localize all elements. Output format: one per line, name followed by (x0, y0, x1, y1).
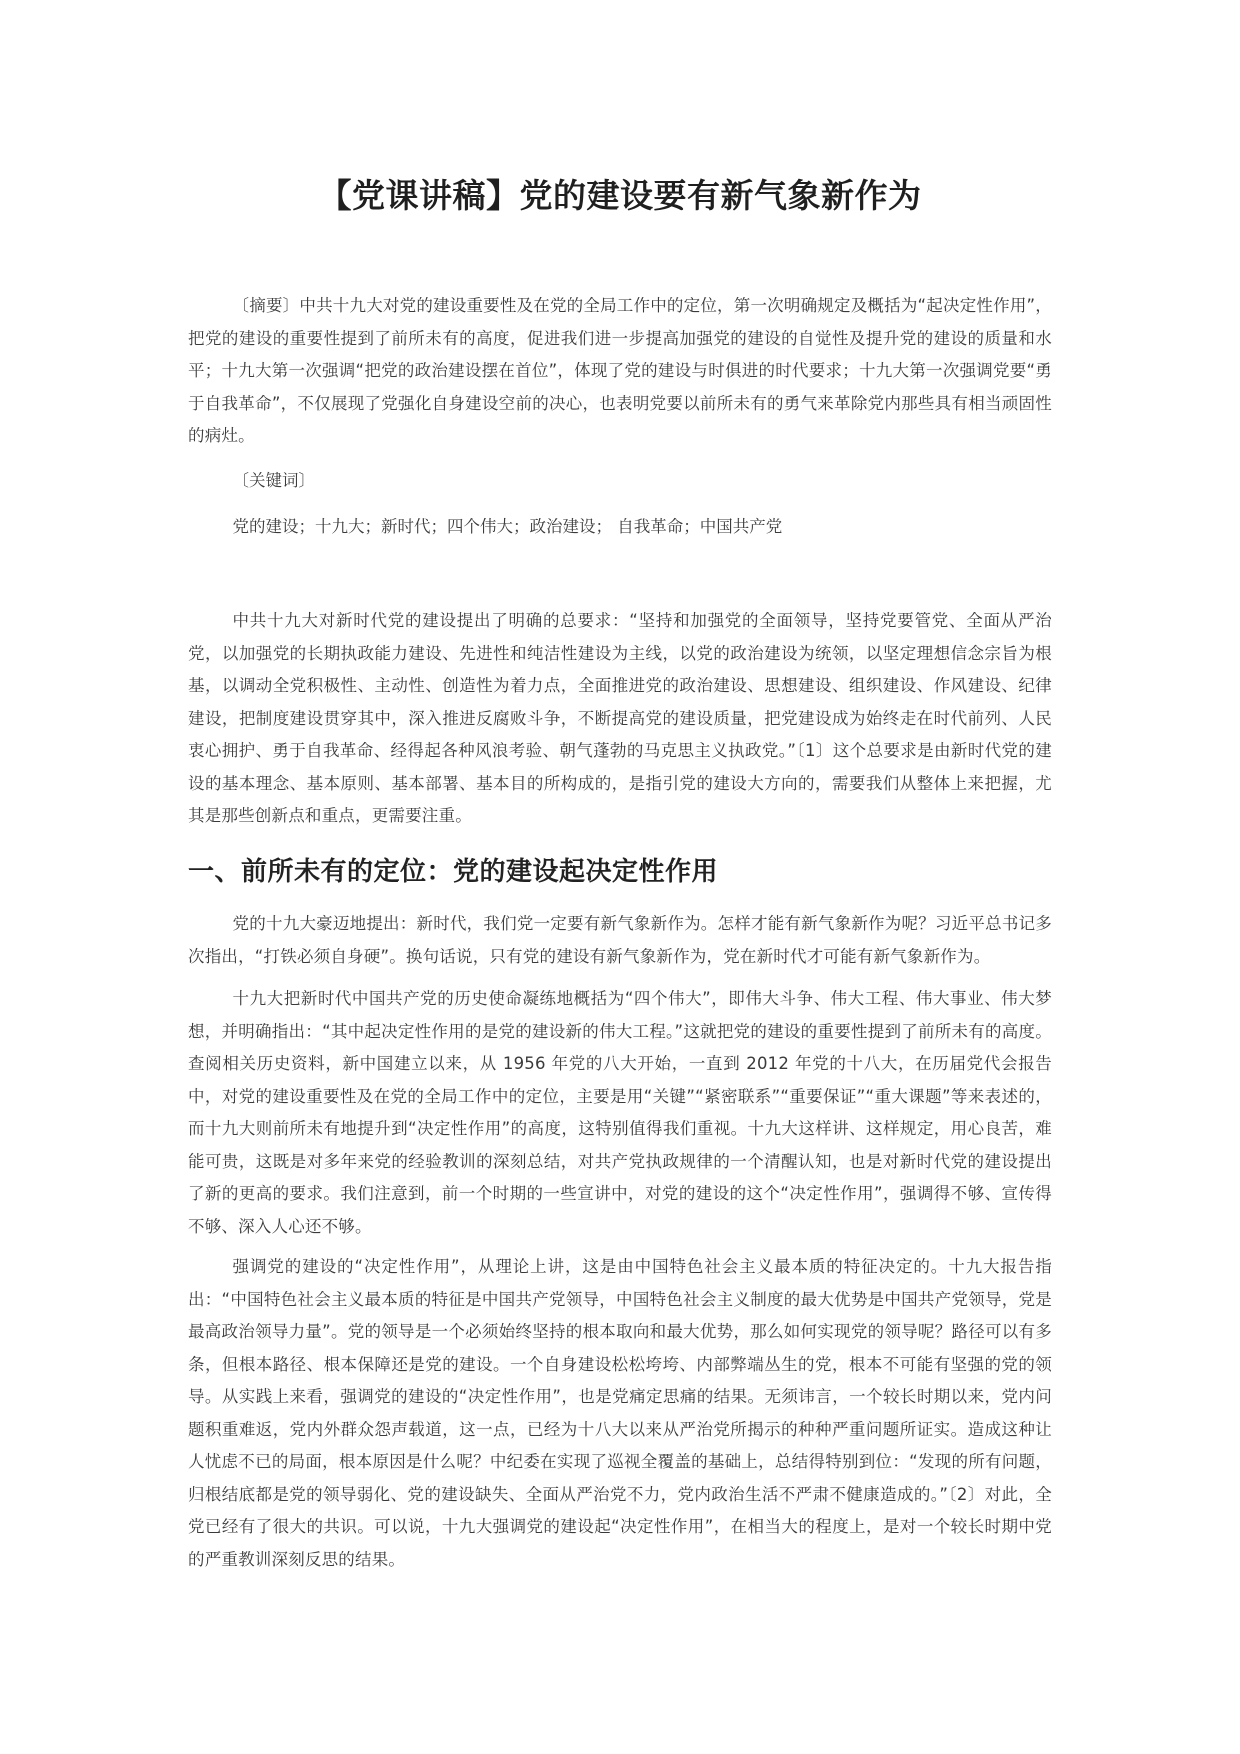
intro-paragraph: 中共十九大对新时代党的建设提出了明确的总要求：“坚持和加强党的全面领导，坚持党要管党、全面从严治党，以加强党的长期执政能力建设、先进性和纯洁性建设为主线，以党的政治建设为统领，以坚定理想信念宗旨为根基，以调动全党积极性、主动性、创造性为着力点，全面推进党的政治建设、思想建设、组织建设、作风建设、纪律建设，把制度建设贯穿其中，深入推进反腐败斗争，不断提高党的建设质量，把党建设成为始终走在时代前列、人民衷心拥护、勇于自我革命、经得起各种风浪考验、朝气蓬勃的马克思主义执政党。”〔1〕这个总要求是由新时代党的建设的基本理念、基本原则、基本部署、基本目的所构成的，是指引党的建设大方向的，需要我们从整体上来把握，尤其是那些创新点和重点，更需要注重。 (188, 611, 1052, 825)
section1-paragraph-2: 十九大把新时代中国共产党的历史使命凝练地概括为“四个伟大”，即伟大斗争、伟大工程、伟大事业、伟大梦想，并明确指出：“其中起决定性作用的是党的建设新的伟大工程。”这就把党的建设的重要性提到了前所未有的高度。查阅相关历史资料，新中国建立以来，从 1956 年党的八大开始，一直到 2012 年党的十八大，在历届党代会报告中，对党的建设重要性及在党的全局工作中的定位，主要是用“关键”“紧密联系”“重要保证”“重大课题”等来表述的，而十九大则前所未有地提升到“决定性作用”的高度，这特别值得我们重视。十九大这样讲、这样规定，用心良苦，难能可贵，这既是对多年来党的经验教训的深刻总结，对共产党执政规律的一个清醒认知，也是对新时代党的建设提出了新的更高的要求。我们注意到，前一个时期的一些宣讲中，对党的建设的这个“决定性作用”，强调得不够、宣传得不够、深入人心还不够。 (188, 989, 1052, 1236)
keywords-block (188, 511, 1052, 544)
keywords-label: 〔关键词〕 (232, 471, 316, 490)
keywords-text: 党的建设；十九大；新时代；四个伟大；政治建设； 自我革命；中国共产党 (232, 517, 783, 536)
section-heading: 一、前所未有的定位：党的建设起决定性作用 (188, 857, 719, 887)
keywords-label-block (188, 465, 1052, 498)
section1-paragraph-3-block (188, 1251, 1052, 1576)
section1-paragraph-1: 党的十九大豪迈地提出：新时代，我们党一定要有新气象新作为。怎样才能有新气象新作为呢？习近平总书记多次指出，“打铁必须自身硬”。换句话说，只有党的建设有新气象新作为，党在新时代才可能有新气象新作为。 (188, 914, 1052, 966)
abstract-paragraph: 〔摘要〕中共十九大对党的建设重要性及在党的全局工作中的定位，第一次明确规定及概括为“起决定性作用”，把党的建设的重要性提到了前所未有的高度，促进我们进一步提高加强党的建设的自觉性及提升党的建设的质量和水平；十九大第一次强调“把党的政治建设摆在首位”，体现了党的建设与时俱进的时代要求；十九大第一次强调党要“勇于自我革命”，不仅展现了党强化自身建设空前的决心，也表明党要以前所未有的勇气来革除党内那些具有相当顽固性的病灶。 (188, 296, 1052, 445)
section1-paragraph-3: 强调党的建设的“决定性作用”，从理论上讲，这是由中国特色社会主义最本质的特征决定的。十九大报告指出：“中国特色社会主义最本质的特征是中国共产党领导，中国特色社会主义制度的最大优势是中国共产党领导，党是最高政治领导力量”。党的领导是一个必须始终坚持的根本取向和最大优势，那么如何实现党的领导呢？路径可以有多条，但根本路径、根本保障还是党的建设。一个自身建设松松垮垮、内部弊端丛生的党，根本不可能有坚强的党的领导。从实践上来看，强调党的建设的“决定性作用”，也是党痛定思痛的结果。无须讳言，一个较长时期以来，党内问题积重难返，党内外群众怨声载道，这一点，已经为十八大以来从严治党所揭示的种种严重问题所证实。造成这种让人忧虑不已的局面，根本原因是什么呢？中纪委在实现了巡视全覆盖的基础上，总结得特别到位：“发现的所有问题，归根结底都是党的领导弱化、党的建设缺失、全面从严治党不力，党内政治生活不严肃不健康造成的。”〔2〕对此，全党已经有了很大的共识。可以说，十九大强调党的建设起“决定性作用”，在相当大的程度上，是对一个较长时期中党的严重教训深刻反思的结果。 (188, 1257, 1052, 1569)
intro-block (188, 605, 1052, 833)
document-title: 【党课讲稿】党的建设要有新气象新作为 (318, 176, 922, 215)
section1-paragraph-2-block (188, 983, 1052, 1243)
section1-paragraph-1-block (188, 908, 1052, 973)
abstract-block (188, 290, 1052, 453)
